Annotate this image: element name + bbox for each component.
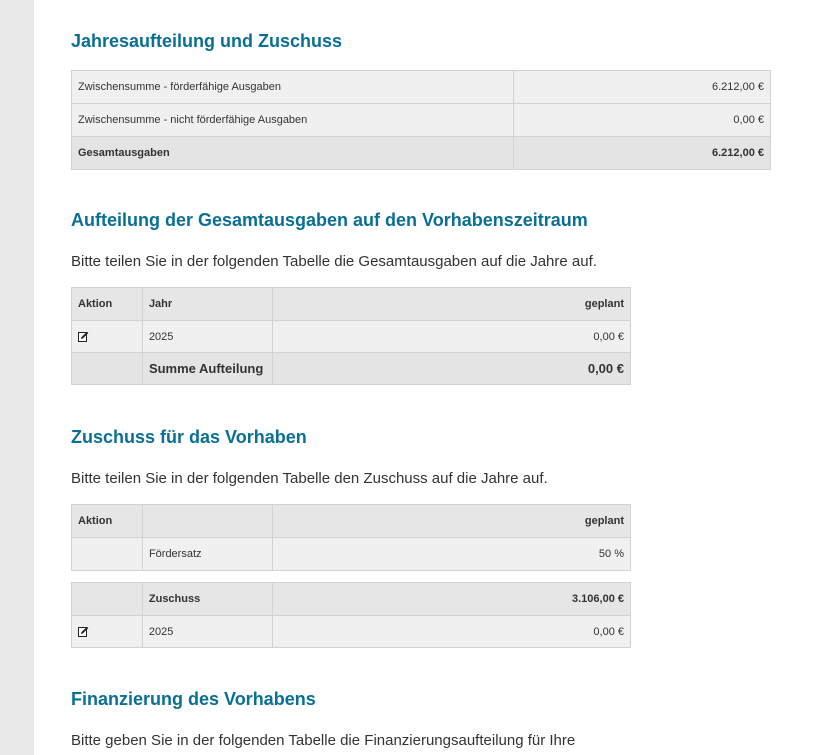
edit-icon[interactable]	[78, 331, 89, 342]
column-header-aktion: Aktion	[72, 505, 143, 538]
column-header-empty	[142, 505, 272, 538]
aufteilung-table	[71, 287, 631, 385]
table-row	[72, 616, 631, 648]
planned-cell: 0,00 €	[272, 616, 630, 648]
foerdersatz-table	[71, 504, 631, 571]
section-intro: Bitte teilen Sie in der folgenden Tabelle den Zuschuss auf die Jahre auf.	[71, 470, 548, 487]
row-value: 6.212,00 €	[514, 71, 771, 104]
row-label: Zwischensumme - förderfähige Ausgaben	[72, 71, 514, 104]
section-heading-aufteilung: Aufteilung der Gesamtausgaben auf den Vorhabenszeitraum	[71, 210, 588, 230]
zuschuss-value: 3.106,00 €	[272, 583, 630, 616]
zuschuss-label: Zuschuss	[142, 583, 272, 616]
table-row	[72, 321, 631, 353]
column-header-geplant: geplant	[272, 505, 630, 538]
section-intro: Bitte teilen Sie in der folgenden Tabelle die Gesamtausgaben auf die Jahre auf.	[71, 253, 597, 270]
column-header-aktion: Aktion	[72, 288, 143, 321]
table-row-total	[72, 353, 631, 385]
empty-cell	[72, 583, 143, 616]
table-header-row	[72, 583, 631, 616]
table-header-row	[72, 288, 631, 321]
sum-value: 0,00 €	[272, 353, 630, 385]
year-cell: 2025	[142, 321, 272, 353]
section-heading-jahresaufteilung: Jahresaufteilung und Zuschuss	[71, 31, 343, 51]
sum-label: Summe Aufteilung	[142, 353, 272, 385]
table-header-row	[72, 505, 631, 538]
empty-cell	[72, 538, 143, 571]
section-heading-finanzierung: Finanzierung des Vorhabens	[71, 689, 316, 709]
section-heading-zuschuss: Zuschuss für das Vorhaben	[71, 427, 307, 447]
action-cell	[72, 321, 143, 353]
column-header-geplant: geplant	[272, 288, 630, 321]
planned-cell: 0,00 €	[272, 321, 630, 353]
table-row-total	[72, 137, 771, 170]
year-cell: 2025	[142, 616, 272, 648]
edit-icon[interactable]	[78, 626, 89, 637]
row-value: 0,00 €	[514, 104, 771, 137]
empty-cell	[72, 353, 143, 385]
row-label: Zwischensumme - nicht förderfähige Ausgaben	[72, 104, 514, 137]
table-row	[72, 538, 631, 571]
zuschuss-table	[71, 582, 631, 648]
foerdersatz-value: 50 %	[272, 538, 630, 571]
table-row	[72, 71, 771, 104]
table-row	[72, 104, 771, 137]
action-cell	[72, 616, 143, 648]
foerdersatz-label: Fördersatz	[142, 538, 272, 571]
section-intro: Bitte geben Sie in der folgenden Tabelle die Finanzierungsaufteilung für Ihre	[71, 732, 576, 749]
row-value: 6.212,00 €	[514, 137, 771, 170]
column-header-jahr: Jahr	[142, 288, 272, 321]
summary-table	[71, 70, 771, 170]
row-label: Gesamtausgaben	[72, 137, 514, 170]
left-gutter	[0, 0, 34, 755]
